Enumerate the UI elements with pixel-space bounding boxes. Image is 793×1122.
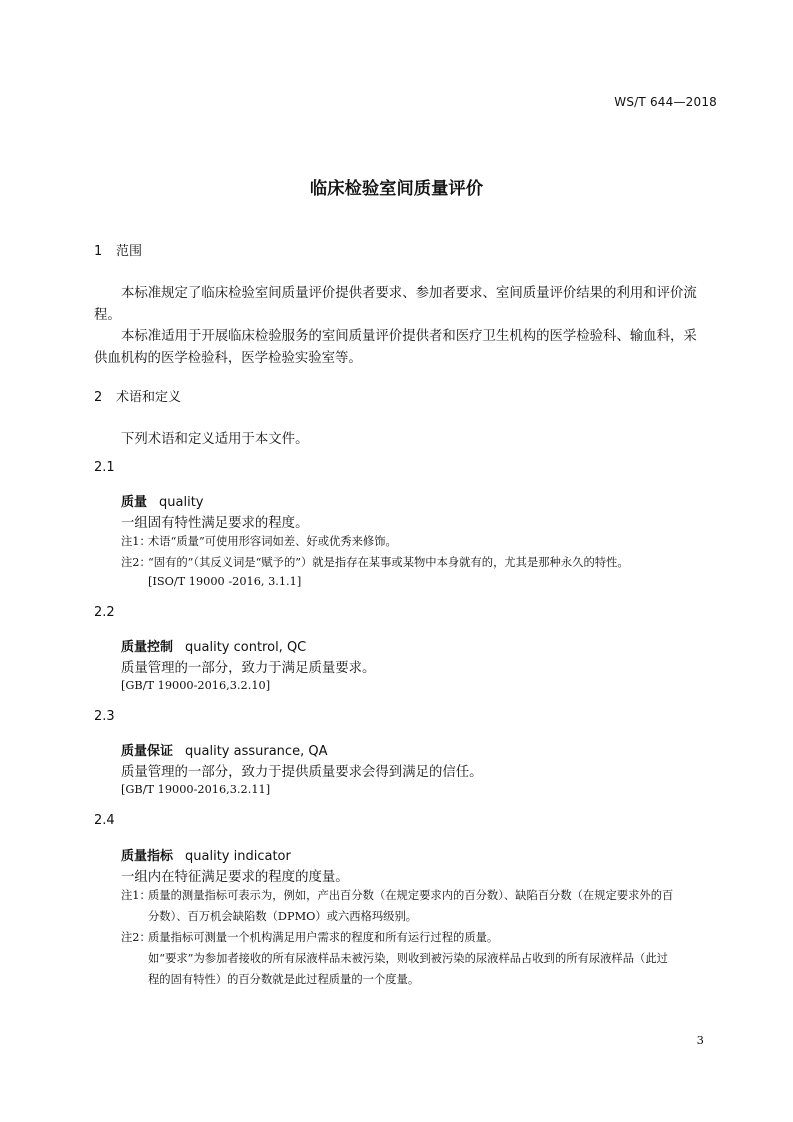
- clause-number-2-3: 2.3: [94, 709, 115, 724]
- note-label: 注2：: [121, 556, 151, 569]
- source-2-2: [GB/T 19000-2016,3.2.10]: [121, 679, 271, 692]
- term-zh: 质量控制: [121, 640, 174, 655]
- note-label: 注1：: [121, 535, 151, 548]
- section-title: 范围: [116, 244, 143, 259]
- section-1-heading: [94, 240, 142, 259]
- page-number: 3: [696, 1033, 704, 1047]
- term-zh: 质量保证: [121, 744, 174, 759]
- source-2-3: [GB/T 19000-2016,3.2.11]: [121, 783, 271, 796]
- note-2-4-2-example-line-1: 如“要求”为参加者接收的所有尿液样品未被污染，则收到被污染的尿液样品占收到的所有尿液样品（此过: [148, 952, 668, 965]
- section-number: 1: [94, 244, 103, 259]
- section-number: 2: [94, 390, 103, 405]
- note-2-1-2: [121, 554, 629, 570]
- term-2-2: [121, 636, 306, 655]
- scope-paragraph-2-line-2: 供血机构的医学检验科，医学检验实验室等。: [94, 351, 362, 366]
- term-en: quality: [159, 495, 204, 510]
- note-2-4-2: [121, 929, 498, 945]
- scope-paragraph-1-line-2: 程。: [94, 308, 121, 323]
- clause-number-2-4: 2.4: [94, 813, 115, 828]
- note-2-4-1-cont: 分数）、百万机会缺陷数（DPMO）或六西格玛级别。: [148, 910, 418, 923]
- term-2-3: [121, 740, 327, 759]
- definition-2-1: 一组固有特性满足要求的程度。: [121, 516, 309, 531]
- scope-paragraph-2-line-1: 本标准适用于开展临床检验服务的室间质量评价提供者和医疗卫生机构的医学检验科、输血科，采: [121, 329, 697, 344]
- clause-number-2-1: 2.1: [94, 460, 115, 475]
- note-text: 术语“质量”可使用形容词如差、好或优秀来修饰。: [148, 535, 397, 548]
- source-2-1: [ISO/T 19000 -2016, 3.1.1]: [148, 575, 302, 588]
- clause-number-2-2: 2.2: [94, 605, 115, 620]
- definition-2-2: 质量管理的一部分，致力于满足质量要求。: [121, 661, 376, 676]
- note-label: 注1：: [121, 889, 151, 902]
- standard-number: WS/T 644—2018: [614, 95, 717, 109]
- definition-2-4: 一组内在特征满足要求的程度的度量。: [121, 870, 349, 885]
- note-label: 注2：: [121, 931, 151, 944]
- scope-paragraph-1-line-1: 本标准规定了临床检验室间质量评价提供者要求、参加者要求、室间质量评价结果的利用和评价流: [121, 286, 697, 301]
- note-text: “固有的”（其反义词是“赋予的”）就是指存在某事或某物中本身就有的，尤其是那种永久的特性。: [148, 556, 629, 569]
- section-2-heading: [94, 386, 181, 405]
- note-2-4-1: [121, 887, 673, 903]
- term-2-1: [121, 491, 204, 510]
- term-en: quality indicator: [185, 849, 291, 864]
- section-title: 术语和定义: [116, 390, 182, 405]
- term-2-4: [121, 845, 291, 864]
- term-zh: 质量指标: [121, 849, 174, 864]
- note-2-1-1: [121, 533, 397, 549]
- note-text: 质量的测量指标可表示为，例如，产出百分数（在规定要求内的百分数）、缺陷百分数（在规定要求外的百: [148, 889, 674, 902]
- page-title: 临床检验室间质量评价: [309, 179, 484, 199]
- definition-2-3: 质量管理的一部分，致力于提供质量要求会得到满足的信任。: [121, 765, 483, 780]
- note-2-4-2-example-line-2: 程的固有特性）的百分数就是此过程质量的一个度量。: [148, 973, 420, 986]
- term-en: quality control, QC: [185, 640, 307, 655]
- terms-intro: 下列术语和定义适用于本文件。: [121, 432, 309, 447]
- note-text: 质量指标可测量一个机构满足用户需求的程度和所有运行过程的质量。: [148, 931, 499, 944]
- term-en: quality assurance, QA: [185, 744, 328, 759]
- term-zh: 质量: [121, 495, 148, 510]
